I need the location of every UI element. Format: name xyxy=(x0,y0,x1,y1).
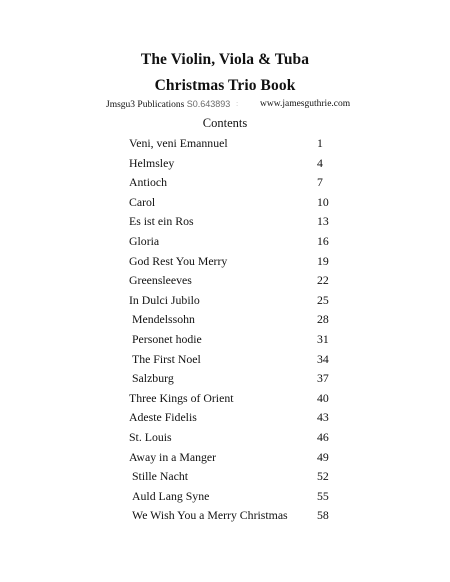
toc-entry xyxy=(129,310,339,330)
toc-entry xyxy=(129,506,339,526)
toc-entry-title: Carol xyxy=(129,194,156,209)
toc-entry xyxy=(129,134,339,154)
toc-entry-page: 58 xyxy=(317,508,329,523)
toc-entry xyxy=(129,271,339,291)
toc-entry xyxy=(129,193,339,213)
publisher-line xyxy=(106,99,356,113)
toc-entry xyxy=(129,467,339,487)
toc-entry-title: We Wish You a Merry Christmas xyxy=(132,508,288,523)
toc-entry-page: 7 xyxy=(317,175,323,190)
toc-entry-page: 10 xyxy=(317,194,329,209)
toc-entry-title: Helmsley xyxy=(129,155,175,170)
toc-entry-title: God Rest You Merry xyxy=(129,253,228,268)
toc-entry-page: 49 xyxy=(317,449,329,464)
toc-entry-title: Adeste Fidelis xyxy=(129,410,197,425)
toc-entry-page: 19 xyxy=(317,253,329,268)
toc-entry-page: 28 xyxy=(317,312,329,327)
toc-entry-title: Away in a Manger xyxy=(129,449,217,464)
toc-entry xyxy=(129,232,339,252)
toc-entry-page: 13 xyxy=(317,214,329,229)
toc-entry-title: Greensleeves xyxy=(129,273,192,288)
toc-entry xyxy=(129,428,339,448)
document-subtitle: Christmas Trio Book xyxy=(154,77,296,94)
contents-heading: Contents xyxy=(202,116,248,130)
toc-entry xyxy=(129,408,339,428)
toc-entry-page: 46 xyxy=(317,429,329,444)
toc-entry-page: 34 xyxy=(317,351,329,366)
document-title: The Violin, Viola & Tuba xyxy=(140,51,310,68)
toc-entry xyxy=(129,252,339,272)
publisher-name: Jmsgu3 Publications xyxy=(106,100,185,110)
toc-entry xyxy=(129,330,339,350)
toc-entry xyxy=(129,291,339,311)
toc-entry-page: 52 xyxy=(317,469,329,484)
toc-entry xyxy=(129,173,339,193)
toc-entry-page: 25 xyxy=(317,292,329,307)
toc-entry-page: 4 xyxy=(317,155,323,170)
toc-entry-title: Salzburg xyxy=(132,371,174,386)
toc-entry-title: Stille Nacht xyxy=(132,469,189,484)
toc-entry-title: The First Noel xyxy=(132,351,201,366)
toc-entry-title: Antioch xyxy=(129,175,168,190)
toc-entry-page: 31 xyxy=(317,331,329,346)
catalog-code: S0.643893 xyxy=(186,99,231,109)
toc-entry-title: Auld Lang Syne xyxy=(132,488,210,503)
toc-entry-page: 1 xyxy=(317,136,323,150)
toc-entry xyxy=(129,350,339,370)
toc-entry xyxy=(129,212,339,232)
toc-entry-title: Three Kings of Orient xyxy=(129,390,234,405)
website-url: www.jamesguthrie.com xyxy=(260,99,351,109)
toc-entry xyxy=(129,154,339,174)
toc-entry xyxy=(129,369,339,389)
toc-entry xyxy=(129,448,339,468)
toc-entry-title: Gloria xyxy=(129,233,160,248)
toc-entry-page: 16 xyxy=(317,233,329,248)
toc-entry-title: Veni, veni Emannuel xyxy=(129,136,228,150)
toc-entry xyxy=(129,389,339,409)
toc-entry-page: 43 xyxy=(317,410,329,425)
toc-entry-title: St. Louis xyxy=(129,429,172,444)
table-of-contents xyxy=(129,134,339,526)
toc-entry-title: Personet hodie xyxy=(132,331,202,346)
toc-entry-title: Es ist ein Ros xyxy=(129,214,194,229)
publisher-separator: : xyxy=(236,99,239,108)
toc-entry xyxy=(129,487,339,507)
publisher-info xyxy=(106,99,230,110)
toc-entry-page: 55 xyxy=(317,488,329,503)
toc-entry-page: 40 xyxy=(317,390,329,405)
toc-entry-page: 22 xyxy=(317,273,329,288)
toc-entry-page: 37 xyxy=(317,371,329,386)
toc-entry-title: Mendelssohn xyxy=(132,312,195,327)
toc-entry-title: In Dulci Jubilo xyxy=(129,292,200,307)
